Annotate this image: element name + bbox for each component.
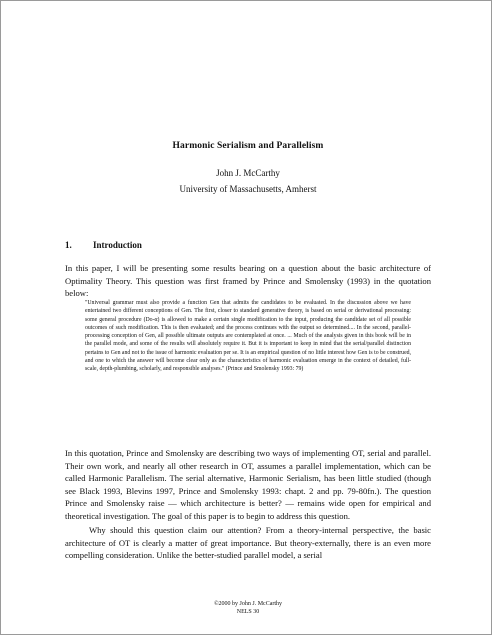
venue-label: NELS 30 <box>236 609 260 615</box>
paragraph-intro: In this paper, I will be presenting some results bearing on a question about the basic architecture of Optimality Theory. This question was first framed by Prince and Smolensky (1993) in the quotation below: <box>65 263 431 299</box>
author-affiliation: University of Massachusetts, Amherst <box>179 184 317 194</box>
copyright-notice: ©2000 by John J. McCarthy <box>213 601 283 607</box>
section-number: 1. <box>65 240 72 250</box>
block-quote: "Universal grammar must also provide a function Gen that admits the candidates to be evaluated. In the discussion above we have entertained two different conceptions of Gen. The first, closer to standard generative theory, is based on serial or derivational processing: some general procedure (Do-α) is allowed to make a certain single modification to the input, producing the candidate set of all possible outcomes of such modification. This is then evaluated; and the process continues with the output so determined.... In the second, parallel-processing conception of Gen, all possible ultimate outputs are contemplated at once. ... Much of the analysis given in this book will be in the parallel mode, and some of the results will absolutely require it. But it is important to keep in mind that the serial/parallel distinction pertains to Gen and not to the issue of harmonic evaluation per se. It is an empirical question of no little interest how Gen is to be construed, and one to which the answer will become clear only as the characteristics of harmonic evaluation emerge in the context of detailed, full-scale, depth-plumbing, scholarly, and responsible analyses." (Prince and Smolensky 1993: 79) <box>85 300 411 373</box>
paragraph-motivation: Why should this question claim our attention? From a theory-internal perspective, the basic architecture of OT is clearly a matter of great importance. But theory-externally, there is an even more compelling consideration. Unlike the better-studied parallel model, a serial <box>65 525 431 561</box>
page-footer <box>65 600 431 616</box>
section-heading <box>65 240 431 250</box>
paper-title: Harmonic Serialism and Parallelism <box>172 141 324 151</box>
section-title: Introduction <box>93 240 142 250</box>
author-name: John J. McCarthy <box>216 168 280 178</box>
paragraph-architectures: In this quotation, Prince and Smolensky are describing two ways of implementing OT, serial and parallel. Their own work, and nearly all other research in OT, assumes a parallel implementation, which can be called Harmonic Parallelism. The serial alternative, Harmonic Serialism, has been little studied (though see Black 1993, Blevins 1997, Prince and Smolensky 1993: chapt. 2 and pp. 79-80fn.). The question Prince and Smolensky raise — which architecture is better? — remains wide open for empirical and theoretical investigation. The goal of this paper is to begin to address this question. <box>65 448 431 521</box>
